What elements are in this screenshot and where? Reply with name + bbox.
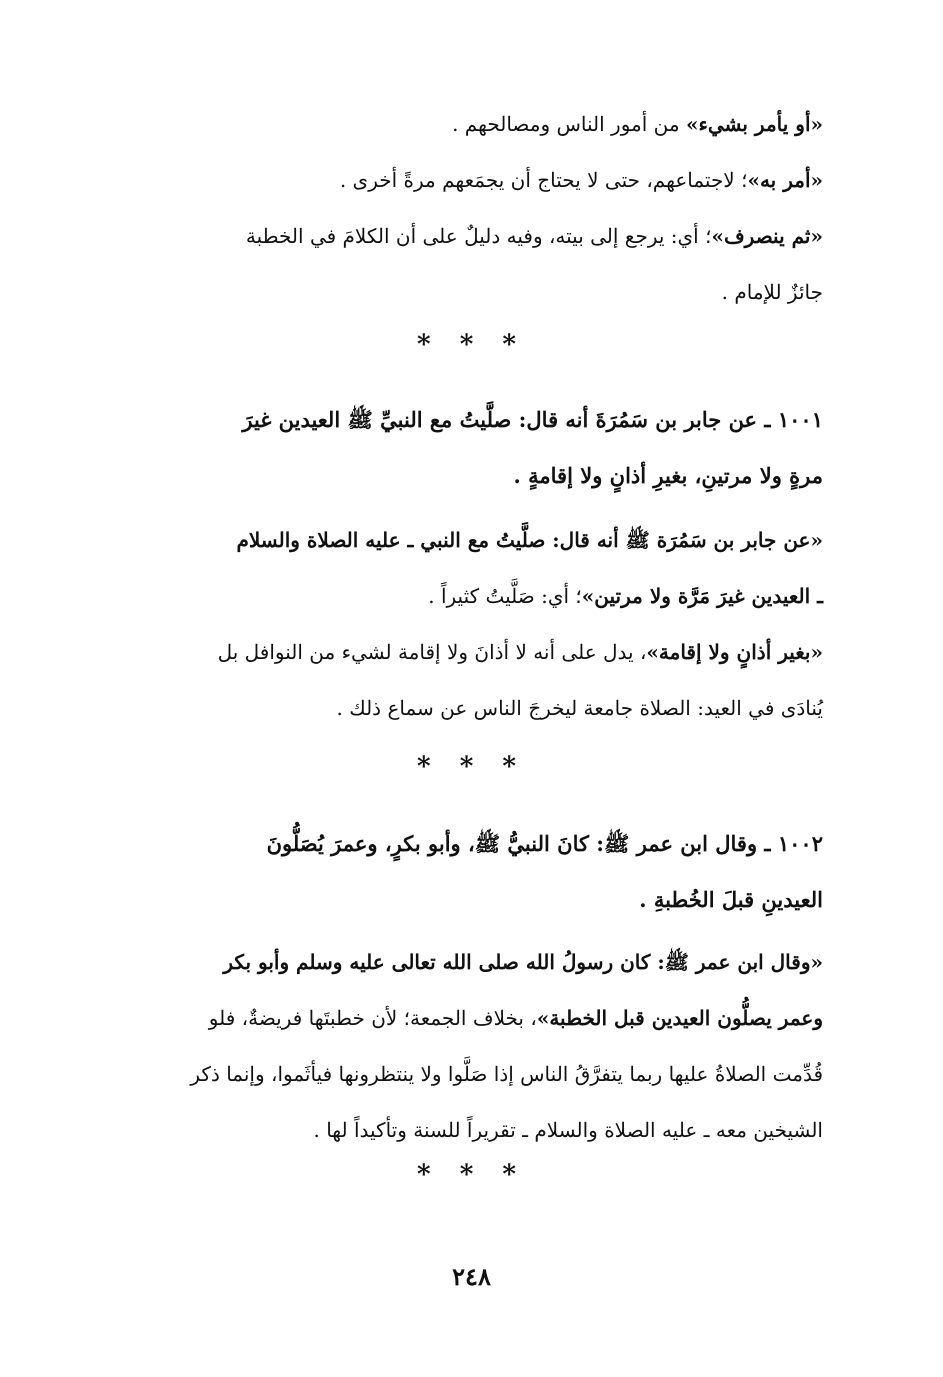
hadith-line: العيدينِ قبلَ الخُطبةِ . xyxy=(639,887,823,912)
commentary-block-2 xyxy=(111,512,823,736)
hadith-line: مرةٍ ولا مرتينِ، بغيرِ أذانٍ ولا إقامةٍ . xyxy=(513,463,823,488)
commentary-line xyxy=(111,152,823,208)
commentary-line: «عن جابر بن سَمُرَة ﷺ أنه قال: صلَّيتُ مع النبي ـ عليه الصلاة والسلام xyxy=(236,528,823,552)
commentary-block-3 xyxy=(111,934,823,1158)
hadith-line: ١٠٠١ ـ عن جابر بن سَمُرَةَ أنه قال: صلَّيتُ مع النبيِّ ﷺ العيدين غيرَ xyxy=(242,407,823,432)
commentary-line: يُنادَى في العيد: الصلاة جامعة ليخرجَ الناس عن سماع ذلك . xyxy=(336,696,823,720)
commentary-line xyxy=(111,568,823,624)
quoted-phrase: «ثم ينصرف» xyxy=(711,224,823,248)
section-separator: * * * xyxy=(417,1160,526,1190)
commentary-line: الشيخين معه ـ عليه الصلاة والسلام ـ تقريراً للسنة وتأكيداً لها . xyxy=(313,1118,823,1142)
explanation-text: ؛ أي: صَلَّيتُ كثيراً . xyxy=(428,584,582,608)
quoted-phrase: «أو يأمر بشيء» xyxy=(685,112,823,136)
explanation-text: ؛ أي: يرجع إلى بيته، وفيه دليلٌ على أن الكلامَ في الخطبة xyxy=(245,224,712,248)
quoted-phrase: ـ العيدين غيرَ مَرَّة ولا مرتين» xyxy=(581,584,823,608)
commentary-line: قُدِّمت الصلاةُ عليها ربما يتفرَّقُ الناس إذا صَلَّوا ولا ينتظرونها فيأثَموا، وإنما ذكر xyxy=(190,1062,823,1086)
explanation-text: من أمور الناس ومصالحهم . xyxy=(452,112,686,136)
quoted-phrase: «بغير أذانٍ ولا إقامة» xyxy=(646,640,823,664)
commentary-line: «وقال ابن عمر ﷺ: كان رسولُ الله صلى الله تعالى عليه وسلم وأبو بكر xyxy=(223,950,823,974)
commentary-line xyxy=(111,624,823,680)
section-separator: * * * xyxy=(417,752,526,782)
page-number: ٢٤٨ xyxy=(452,1262,491,1291)
explanation-text: ، بخلاف الجمعة؛ لأن خطبتَها فريضةٌ، فلو xyxy=(208,1006,537,1030)
commentary-line xyxy=(111,208,823,264)
quoted-phrase: وعمر يصلُّون العيدين قبل الخطبة» xyxy=(536,1006,823,1030)
hadith-1002 xyxy=(111,816,823,928)
commentary-block-1 xyxy=(111,96,823,320)
commentary-line: جائزٌ للإمام . xyxy=(721,280,823,304)
section-separator: * * * xyxy=(417,330,526,360)
commentary-line xyxy=(111,96,823,152)
commentary-line xyxy=(111,990,823,1046)
hadith-1001 xyxy=(111,392,823,504)
explanation-text: ، يدل على أنه لا أذانَ ولا إقامة لشيء من النوافل بل xyxy=(217,640,647,664)
quoted-phrase: «أمر به» xyxy=(747,168,823,192)
hadith-line: ١٠٠٢ ـ وقال ابن عمر ﷺ: كانَ النبيُّ ﷺ، وأبو بكرٍ، وعمرَ يُصَلُّونَ xyxy=(266,831,823,856)
explanation-text: ؛ لاجتماعهم، حتى لا يحتاج أن يجمَعهم مرةً أخرى . xyxy=(339,168,748,192)
